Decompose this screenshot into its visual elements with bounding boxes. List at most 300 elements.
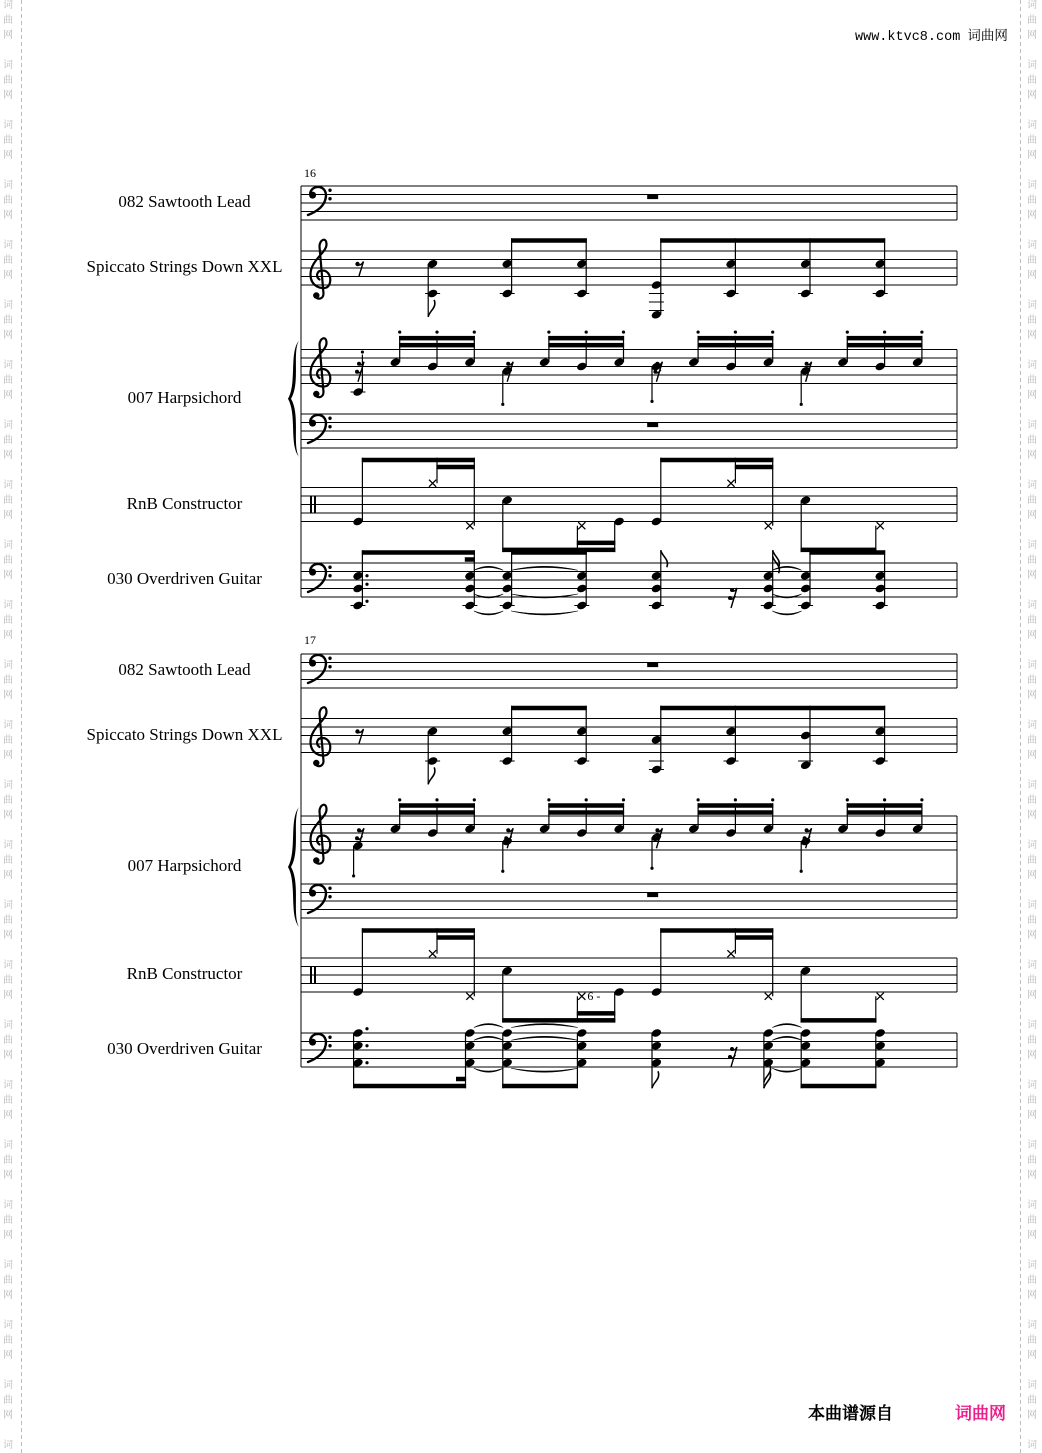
flag	[661, 550, 668, 567]
watermark-char: 词	[1027, 0, 1037, 11]
flag	[652, 1071, 659, 1088]
staccato-dot	[622, 798, 625, 801]
sixteenth-rest-icon	[728, 588, 737, 608]
bass-clef-stroke	[308, 655, 326, 683]
watermark-char: 曲	[1027, 1215, 1037, 1226]
staccato-dot	[846, 330, 849, 333]
watermark-char: 词	[1027, 1020, 1037, 1031]
watermark-char: 网	[1027, 270, 1037, 281]
staccato-dot	[800, 403, 803, 406]
beam	[502, 1018, 615, 1023]
secondary-beam	[436, 465, 475, 470]
tie	[772, 566, 801, 570]
staff-3	[301, 798, 957, 877]
staccato-dot	[501, 870, 504, 873]
watermark-char: 词	[3, 900, 13, 911]
watermark-char: 词	[1027, 900, 1037, 911]
tie	[511, 611, 578, 615]
watermark-char: 曲	[3, 195, 13, 206]
staccato-dot	[697, 798, 700, 801]
watermark-char: 词	[3, 1020, 13, 1031]
watermark-char: 曲	[3, 735, 13, 746]
watermark-char: 网	[1027, 1350, 1037, 1361]
staccato-dot	[473, 798, 476, 801]
bass-clef-stroke	[308, 885, 326, 913]
x-notehead	[765, 993, 772, 1000]
staff-3	[301, 330, 957, 405]
beam	[502, 1084, 578, 1089]
watermark-char: 词	[3, 120, 13, 131]
instrument-label-harpsichord: 007 Harpsichord	[127, 388, 242, 407]
watermark-char: 词	[3, 480, 13, 491]
beam	[847, 336, 923, 341]
measure-number: 17	[304, 633, 316, 647]
watermark-char: 曲	[3, 1275, 13, 1286]
watermark-char: 网	[1027, 690, 1037, 701]
secondary-beam	[698, 810, 774, 815]
beam	[660, 238, 885, 243]
watermark-char: 曲	[1027, 375, 1037, 386]
bass-clef-dot	[328, 665, 331, 668]
watermark-char: 词	[3, 240, 13, 251]
watermark-char: 词	[3, 1200, 13, 1211]
beam-group	[688, 798, 775, 838]
beam	[809, 550, 885, 555]
watermark-char: 词	[1027, 1080, 1037, 1091]
staff-1	[301, 186, 957, 220]
flag	[428, 300, 435, 317]
watermark-char: 网	[1027, 1170, 1037, 1181]
system-1-notation	[288, 186, 957, 615]
staccato-dot	[883, 330, 886, 333]
watermark-char: 网	[1027, 930, 1037, 941]
beam	[548, 803, 624, 808]
staccato-dot	[398, 330, 401, 333]
staccato-dot	[883, 798, 886, 801]
beam-hook	[465, 557, 475, 562]
watermark-char: 网	[3, 1410, 13, 1421]
beam-group	[651, 458, 774, 530]
treble-clef-icon	[311, 338, 331, 397]
beam-group	[837, 330, 924, 371]
instrument-label-rnb-constructor: RnB Constructor	[126, 494, 243, 513]
watermark-char: 曲	[3, 75, 13, 86]
whole-rest-icon	[647, 423, 658, 428]
x-notehead	[466, 522, 473, 529]
tie	[474, 611, 503, 615]
x-notehead	[877, 993, 884, 1000]
secondary-beam	[698, 343, 774, 348]
tie	[511, 1068, 578, 1072]
watermark-char: 词	[3, 1260, 13, 1271]
watermark-char: 网	[1027, 150, 1037, 161]
staff-5	[301, 458, 957, 552]
beam-hook	[456, 1077, 466, 1082]
treble-clef-stroke	[311, 707, 331, 766]
watermark-char: 曲	[1027, 615, 1037, 626]
watermark-char: 词	[1027, 420, 1037, 431]
staccato-dot	[352, 874, 355, 877]
watermark-char: 曲	[1027, 1035, 1037, 1046]
watermark-char: 网	[3, 870, 13, 881]
x-notehead	[578, 522, 585, 529]
treble-clef-ball	[313, 857, 319, 863]
watermark-char: 词	[1027, 1380, 1037, 1391]
beam	[660, 458, 773, 463]
whole-rest-icon	[647, 663, 658, 668]
watermark-char: 词	[3, 1380, 13, 1391]
chord	[352, 841, 364, 878]
treble-clef-icon	[311, 240, 331, 299]
watermark-char: 词	[1027, 540, 1037, 551]
tie	[474, 1068, 503, 1072]
x-notehead	[765, 522, 772, 529]
watermark-char: 词	[3, 1080, 13, 1091]
beam-group	[649, 706, 888, 775]
staccato-dot	[920, 330, 923, 333]
watermark-char: 网	[3, 330, 13, 341]
watermark-char: 词	[1027, 720, 1037, 731]
x-notehead	[429, 480, 436, 487]
tie	[474, 566, 503, 570]
instrument-label-overdriven-guitar: 030 Overdriven Guitar	[107, 1039, 262, 1058]
watermark-char: 曲	[3, 435, 13, 446]
watermark-char: 曲	[1027, 1275, 1037, 1286]
beam	[353, 1084, 466, 1089]
treble-clef-ball	[313, 292, 319, 298]
watermark-char: 曲	[1027, 1395, 1037, 1406]
staccato-dot	[585, 330, 588, 333]
tie	[474, 1024, 503, 1028]
footer-source-label: 本曲谱源自	[808, 1404, 893, 1424]
watermark-char: 网	[1027, 1110, 1037, 1121]
whole-rest-icon	[647, 893, 658, 898]
beam	[801, 1084, 877, 1089]
watermark-char: 曲	[3, 555, 13, 566]
beam	[399, 336, 475, 341]
watermark-char: 曲	[1027, 1335, 1037, 1346]
staccato-dot	[771, 330, 774, 333]
percussion-clef-bar	[310, 496, 312, 513]
watermark-char: 曲	[3, 1335, 13, 1346]
watermark-char: 网	[3, 510, 13, 521]
staccato-dot	[547, 330, 550, 333]
watermark-char: 曲	[3, 615, 13, 626]
watermark-char: 网	[3, 630, 13, 641]
watermark-char: 词	[3, 600, 13, 611]
chord	[425, 259, 440, 317]
beam	[511, 706, 587, 711]
watermark-char: 曲	[1027, 495, 1037, 506]
staccato-dot	[622, 330, 625, 333]
staccato-dot	[650, 400, 653, 403]
watermark-char: 曲	[1027, 795, 1037, 806]
watermark-char: 网	[3, 90, 13, 101]
watermark-char: 曲	[1027, 1155, 1037, 1166]
tie	[772, 611, 801, 615]
staccato-dot	[846, 798, 849, 801]
watermark-char: 曲	[1027, 555, 1037, 566]
instrument-label-rnb-constructor: RnB Constructor	[126, 964, 243, 983]
staccato-dot	[585, 798, 588, 801]
watermark-char: 网	[1027, 1410, 1037, 1421]
staccato-dot	[697, 330, 700, 333]
bass-clef-icon	[308, 655, 332, 683]
instrument-label-harpsichord: 007 Harpsichord	[127, 856, 242, 875]
augmentation-dot	[365, 1044, 368, 1047]
x-notehead	[727, 950, 734, 957]
treble-clef-icon	[311, 805, 331, 864]
x-notehead	[877, 522, 884, 529]
watermark-char: 网	[1027, 870, 1037, 881]
watermark-char: 词	[3, 0, 13, 11]
staccato-dot	[734, 798, 737, 801]
watermark-char: 网	[3, 810, 13, 821]
staccato-dot	[398, 798, 401, 801]
watermark-char: 曲	[3, 855, 13, 866]
watermark-char: 词	[3, 720, 13, 731]
watermark-char: 网	[3, 150, 13, 161]
watermark-char: 词	[3, 1320, 13, 1331]
staccato-dot	[435, 330, 438, 333]
watermark-char: 网	[1027, 450, 1037, 461]
watermark-char: 网	[1027, 30, 1037, 41]
watermark-char: 曲	[1027, 1095, 1037, 1106]
watermark-char: 网	[1027, 810, 1037, 821]
tie	[511, 566, 578, 570]
beam-group	[501, 495, 625, 552]
tie-group	[474, 566, 503, 615]
treble-clef-ball	[313, 760, 319, 766]
watermark-char: 曲	[1027, 75, 1037, 86]
beam-group	[352, 928, 475, 1000]
watermark-char: 曲	[1027, 915, 1037, 926]
bass-clef-icon	[308, 1034, 332, 1062]
chord	[351, 350, 366, 397]
site-name: 词曲网	[967, 28, 1008, 44]
instrument-label-sawtooth-lead: 082 Sawtooth Lead	[118, 192, 251, 211]
staccato-dot	[800, 870, 803, 873]
watermark-char: 曲	[3, 1155, 13, 1166]
augmentation-dot	[365, 600, 368, 603]
secondary-beam	[548, 343, 624, 348]
watermark-char: 曲	[1027, 675, 1037, 686]
watermark-char: 词	[3, 660, 13, 671]
watermark-char: 词	[1027, 1200, 1037, 1211]
tie-group	[511, 566, 578, 615]
watermark-char: 网	[1027, 750, 1037, 761]
bass-clef-dot	[328, 425, 331, 428]
watermark-char: 网	[1027, 90, 1037, 101]
watermark-char: 曲	[3, 375, 13, 386]
watermark-char: 网	[1027, 210, 1037, 221]
beam	[698, 336, 774, 341]
watermark-char: 词	[3, 780, 13, 791]
tie-group	[772, 566, 801, 615]
staccato-dot	[435, 798, 438, 801]
beam	[847, 803, 923, 808]
bass-clef-dot	[328, 189, 331, 192]
watermark-char: 网	[3, 390, 13, 401]
watermark-char: 词	[3, 60, 13, 71]
site-url[interactable]: www.ktvc8.com	[855, 30, 961, 45]
watermark-char: 网	[1027, 390, 1037, 401]
beam-group	[688, 330, 775, 371]
treble-clef-ball	[313, 391, 319, 397]
bass-clef-icon	[308, 885, 332, 913]
secondary-beam	[399, 810, 475, 815]
watermark-char: 网	[3, 270, 13, 281]
treble-clef-icon	[311, 707, 331, 766]
instrument-label-sawtooth-lead: 082 Sawtooth Lead	[118, 660, 251, 679]
eighth-rest-icon	[355, 729, 363, 744]
chord	[800, 366, 812, 406]
secondary-beam	[735, 935, 774, 940]
secondary-beam	[577, 541, 616, 546]
watermark-char: 曲	[3, 255, 13, 266]
bass-clef-dot	[328, 417, 331, 420]
augmentation-dot	[365, 1061, 368, 1064]
tie	[511, 1024, 578, 1028]
staff-4	[301, 414, 957, 448]
chord	[501, 366, 513, 406]
beam	[801, 1018, 877, 1023]
beam	[511, 238, 587, 243]
augmentation-dot	[365, 1027, 368, 1030]
tie	[772, 1036, 801, 1040]
bass-clef-dot	[328, 574, 331, 577]
secondary-beam	[847, 343, 923, 348]
bass-clef-stroke	[308, 1034, 326, 1062]
tie	[511, 1036, 578, 1040]
tie-group	[772, 1024, 801, 1073]
watermark-char: 词	[3, 960, 13, 971]
tuplet-mark: 6 -	[587, 989, 601, 1004]
staccato-dot	[473, 330, 476, 333]
secondary-beam	[735, 465, 774, 470]
bass-clef-stroke	[308, 564, 326, 592]
watermark-char: 曲	[3, 495, 13, 506]
bass-clef-stroke	[308, 415, 326, 443]
augmentation-dot	[365, 574, 368, 577]
staff-5	[301, 928, 957, 1022]
tie	[474, 1036, 503, 1040]
bass-clef-icon	[308, 415, 332, 443]
staff-6	[301, 550, 957, 615]
watermark-char: 曲	[1027, 735, 1037, 746]
watermark-char: 词	[1027, 360, 1037, 371]
watermark-char: 词	[1027, 180, 1037, 191]
watermark-char: 词	[3, 540, 13, 551]
watermark-char: 网	[3, 930, 13, 941]
x-notehead	[466, 993, 473, 1000]
watermark-char: 词	[3, 840, 13, 851]
watermark-char: 曲	[3, 135, 13, 146]
watermark-char: 词	[1027, 600, 1037, 611]
tie-group	[474, 1024, 503, 1073]
beam	[660, 706, 885, 711]
watermark-char: 曲	[3, 1095, 13, 1106]
beam-group	[539, 330, 626, 371]
watermark-char: 曲	[3, 675, 13, 686]
x-notehead	[727, 480, 734, 487]
instrument-label-spiccato-strings: Spiccato Strings Down XXL	[86, 257, 283, 276]
watermark-char: 曲	[1027, 315, 1037, 326]
watermark-char: 曲	[1027, 435, 1037, 446]
staff-2	[301, 238, 957, 320]
chord	[650, 832, 662, 870]
watermark-char: 词	[3, 300, 13, 311]
beam-group	[800, 966, 884, 1023]
percussion-clef-bar	[314, 967, 316, 984]
secondary-beam	[436, 935, 475, 940]
tie	[772, 1024, 801, 1028]
beam-group	[501, 966, 625, 1023]
watermark-char: 网	[3, 1290, 13, 1301]
watermark-char: 曲	[3, 1215, 13, 1226]
staff-1	[301, 654, 957, 688]
beam-group	[352, 458, 475, 530]
beam-group	[389, 330, 475, 371]
chord	[425, 726, 440, 784]
watermark-char: 词	[1027, 1140, 1037, 1151]
watermark-char: 曲	[1027, 195, 1037, 206]
staff-4	[301, 884, 957, 918]
watermark-char: 词	[3, 1140, 13, 1151]
eighth-rest-icon	[355, 262, 363, 277]
staccato-dot	[650, 867, 653, 870]
watermark-char: 曲	[1027, 255, 1037, 266]
watermark-char: 曲	[3, 915, 13, 926]
watermark-char: 曲	[1027, 975, 1037, 986]
system-2-notation	[288, 654, 957, 1088]
treble-clef-stroke	[311, 338, 331, 397]
watermark-char: 网	[3, 750, 13, 761]
watermark-char: 网	[3, 1170, 13, 1181]
watermark-char: 词	[1027, 1440, 1037, 1451]
percussion-clef-bar	[314, 496, 316, 513]
beam-group	[539, 798, 626, 838]
staff-2	[301, 706, 957, 785]
watermark-char: 网	[1027, 630, 1037, 641]
secondary-beam	[847, 810, 923, 815]
watermark-char: 网	[1027, 1050, 1037, 1061]
x-notehead	[429, 950, 436, 957]
beam	[362, 928, 475, 933]
beam	[362, 550, 475, 555]
flag	[428, 767, 435, 784]
secondary-beam	[548, 810, 624, 815]
watermark-char: 曲	[1027, 135, 1037, 146]
beam	[399, 803, 475, 808]
watermark-char: 网	[3, 1350, 13, 1361]
watermark-char: 词	[1027, 840, 1037, 851]
staccato-dot	[361, 350, 364, 353]
bass-clef-dot	[328, 197, 331, 200]
watermark-char: 曲	[3, 795, 13, 806]
footer-source-link[interactable]: 词曲网	[955, 1404, 1006, 1424]
instrument-label-overdriven-guitar: 030 Overdriven Guitar	[107, 569, 262, 588]
beam-group	[837, 798, 924, 838]
bass-clef-stroke	[308, 187, 326, 215]
watermark-char: 网	[3, 990, 13, 1001]
beam-group	[389, 798, 475, 838]
chord	[501, 836, 513, 873]
watermark-char: 网	[3, 450, 13, 461]
watermark-char: 网	[3, 1110, 13, 1121]
watermark-char: 网	[3, 690, 13, 701]
tie-group	[511, 1024, 578, 1073]
